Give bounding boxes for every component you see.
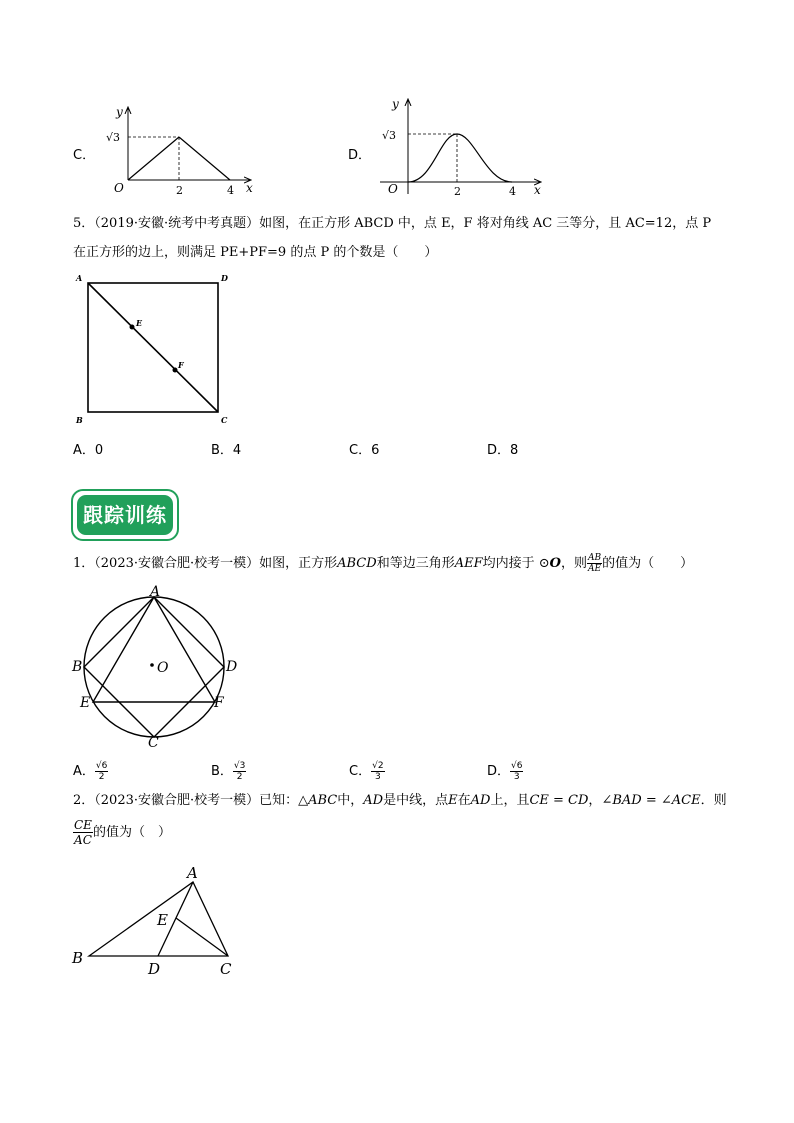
t2-eq1: CE = CD [529,793,589,808]
label-b: B [76,415,83,425]
t1-text-1: 1．（2023·安徽合肥·校考一模）如图，正方形 [73,556,338,571]
square-abcd [84,597,224,737]
t1-option-a-letter: A． [73,764,95,779]
t1-option-a-frac [95,761,108,782]
graph-d-curve [408,134,512,182]
t1-option-b [211,760,246,782]
t1-option-d-letter: D． [487,764,511,779]
t1-frac-num: AB [587,553,602,563]
segment-ce [176,918,228,956]
t1-option-b-letter: B． [211,764,233,779]
label-e: E [80,695,91,711]
t1-option-c-num: √2 [372,761,384,771]
t2-text-g: ．则 [700,793,727,808]
t2-e: E [448,793,458,808]
label-c: C [221,415,228,425]
label-c: C [220,960,232,978]
t1-option-a-num: √6 [95,761,108,771]
triangle-aef [93,597,215,702]
t1-text-3: 均内接于 ⊙ [482,556,550,571]
q5-square-figure [70,268,240,430]
label-a: A [150,584,161,600]
sqrt3-label: √3 [382,129,397,142]
label-e: E [136,318,143,328]
graph-c [100,100,260,200]
t2-eq2: ∠BAD = ∠ACE [601,793,701,808]
t1-circle-figure [70,583,250,753]
tick-4: 4 [227,184,234,197]
t1-option-a [73,760,108,782]
t2-triangle-figure [68,862,248,982]
t1-option-c-letter: C． [349,764,372,779]
label-d: D [226,659,238,675]
graph-c-fall [179,137,230,180]
t2-frac-num: CE [74,818,92,832]
diagonal-ac [88,283,218,412]
label-a: A [187,864,198,882]
label-c: C [148,735,159,751]
circle-o [84,597,224,737]
t2-text-e: 上，且 [490,793,530,808]
t1-option-b-den: 2 [236,772,243,782]
q5-line2: 在正方形的边上，则满足 PE+PF=9 的点 P 的个数是（ ） [73,245,438,260]
x-label: x [246,181,253,195]
t2-text-d: 在 [457,793,471,808]
t2-ad: AD [363,793,384,808]
t1-option-a-den: 2 [98,772,105,782]
t2-text-f: ， [588,793,602,808]
x-label: x [534,183,541,197]
tick-2: 2 [454,185,461,198]
tick-2: 2 [176,184,183,197]
t2-question-line2 [73,818,171,847]
sqrt3-label: √3 [106,131,121,144]
t1-text-5: 的值为（ ） [602,556,694,571]
label-d: D [148,960,161,978]
q5-option-b: B．4 [211,443,242,458]
t1-text-4: ，则 [560,556,587,571]
t1-option-b-num: √3 [233,761,246,771]
q5-option-c: C．6 [349,443,380,458]
t1-frac-den: AE [588,564,602,574]
point-e [130,325,135,330]
tick-4: 4 [509,185,516,198]
t1-option-d-frac [510,761,523,782]
label-b: B [72,659,83,675]
label-e: E [157,911,168,929]
section-badge-label: 跟踪训练 [77,495,173,535]
origin-label: O [114,181,124,195]
label-a: A [76,273,83,283]
q5-line1: 5．（2019·安徽·统考中考真题）如图，在正方形 ABCD 中，点 E，F 将对角线 AC 三等分，且 AC=12，点 P [73,216,712,231]
t1-option-d-den: 3 [513,772,520,782]
t2-text-line2: 的值为（ ） [92,825,171,840]
origin-label: O [388,182,398,196]
t1-option-d [487,760,523,782]
t1-aef: AEF [454,556,483,571]
t2-text-c: 是中线，点 [383,793,449,808]
label-f: F [214,695,224,711]
t1-option-b-frac [233,761,246,782]
y-label: y [116,105,123,119]
center-o [150,663,154,667]
t2-question-line1 [73,792,727,810]
t2-ad2: AD [470,793,491,808]
t1-option-c-den: 3 [374,772,381,782]
t1-o: O [549,556,561,571]
option-d-label: D． [348,148,372,163]
q5-option-d: D．8 [487,443,519,458]
t1-fraction [587,553,602,574]
t1-abcd: ABCD [337,556,377,571]
section-badge [71,489,179,541]
y-label: y [392,97,399,111]
t1-option-c-frac [371,761,384,782]
graph-c-rise [128,137,179,180]
point-f [173,368,178,373]
t1-option-d-num: √6 [511,761,523,771]
t2-text-b: 中， [337,793,364,808]
t2-fraction [73,818,93,847]
t2-text-a: 2．（2023·安徽合肥·校考一模）已知：△ [73,793,309,808]
graph-d [368,94,548,200]
label-d: D [221,273,228,283]
option-c-label: C． [73,148,96,163]
label-b: B [72,949,84,967]
t1-question [73,553,693,574]
label-f: F [178,360,184,370]
t1-text-2: 和等边三角形 [376,556,455,571]
t1-option-c [349,760,385,782]
label-o: O [157,660,169,676]
t2-abc: ABC [308,793,338,808]
q5-option-a: A．0 [73,443,104,458]
t2-frac-den: AC [74,833,92,847]
